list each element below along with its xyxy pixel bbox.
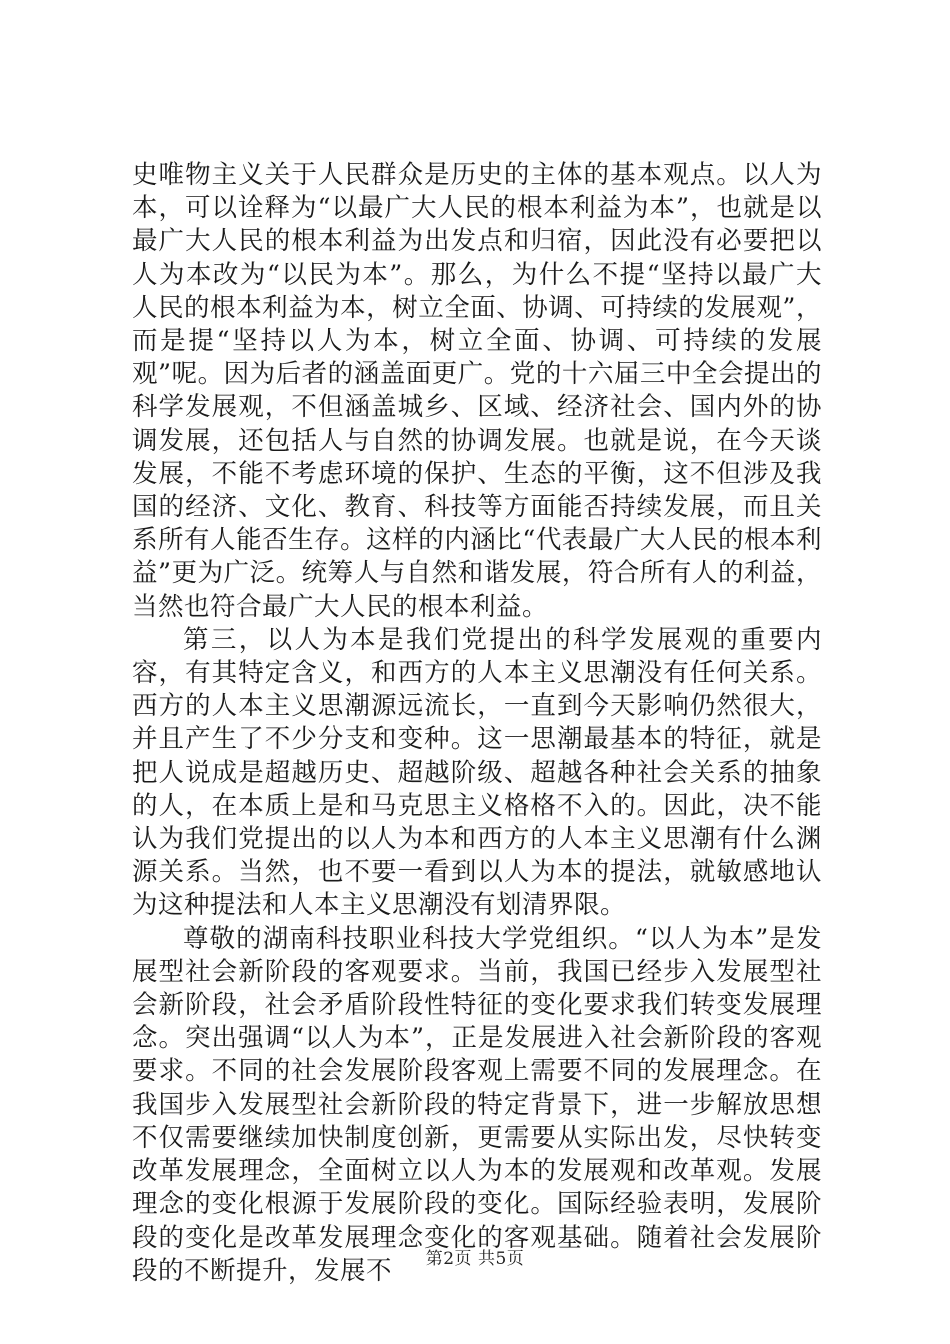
paragraph-1: 史唯物主义关于人民群众是历史的主体的基本观点。以人为本，可以诠释为“以最广大人民的根本利益为本”，也就是以最广大人民的根本利益为出发点和归宿，因此没有必要把以人为本改为“以民为本”。那么，为什么不提“坚持以最广大人民的根本利益为本，树立全面、协调、可持续的发展观”，而是提“坚持以人为本，树立全面、协调、可持续的发展观”呢。因为后者的涵盖面更广。党的十六届三中全会提出的科学发展观，不但涵盖城乡、区域、经济社会、国内外的协调发展，还包括人与自然的协调发展。也就是说，在今天谈发展，不能不考虑环境的保护、生态的平衡，这不但涉及我国的经济、文化、教育、科技等方面能否持续发展，而且关系所有人能否生存。这样的内涵比“代表最广大人民的根本利益”更为广泛。统筹人与自然和谐发展，符合所有人的利益，当然也符合最广大人民的根本利益。 [132,160,822,622]
page-number-footer: 第2页 共5页 [425,1249,525,1269]
document-body [132,159,822,1288]
paragraph-2: 第三，以人为本是我们党提出的科学发展观的重要内容，有其特定含义，和西方的人本主义思潮没有任何关系。西方的人本主义思潮源远流长，一直到今天影响仍然很大，并且产生了不少分支和变种。这一思潮最基本的特征，就是把人说成是超越历史、超越阶级、超越各种社会关系的抽象的人，在本质上是和马克思主义格格不入的。因此，决不能认为我们党提出的以人为本和西方的人本主义思潮有什么渊源关系。当然，也不要一看到以人为本的提法，就敏感地认为这种提法和人本主义思潮没有划清界限。 [132,624,822,921]
paragraph-3: 尊敬的湖南科技职业科技大学党组织。“以人为本”是发展型社会新阶段的客观要求。当前，我国已经步入发展型社会新阶段，社会矛盾阶段性特征的变化要求我们转变发展理念。突出强调“以人为本”，正是发展进入社会新阶段的客观要求。不同的社会发展阶段客观上需要不同的发展理念。在我国步入发展型社会新阶段的特定背景下，进一步解放思想不仅需要继续加快制度创新，更需要从实际出发，尽快转变改革发展理念，全面树立以人为本的发展观和改革观。发展理念的变化根源于发展阶段的变化。国际经验表明，发展阶段的变化是改革发展理念变化的客观基础。随着社会发展阶段的不断提升，发展不 [132,923,822,1286]
